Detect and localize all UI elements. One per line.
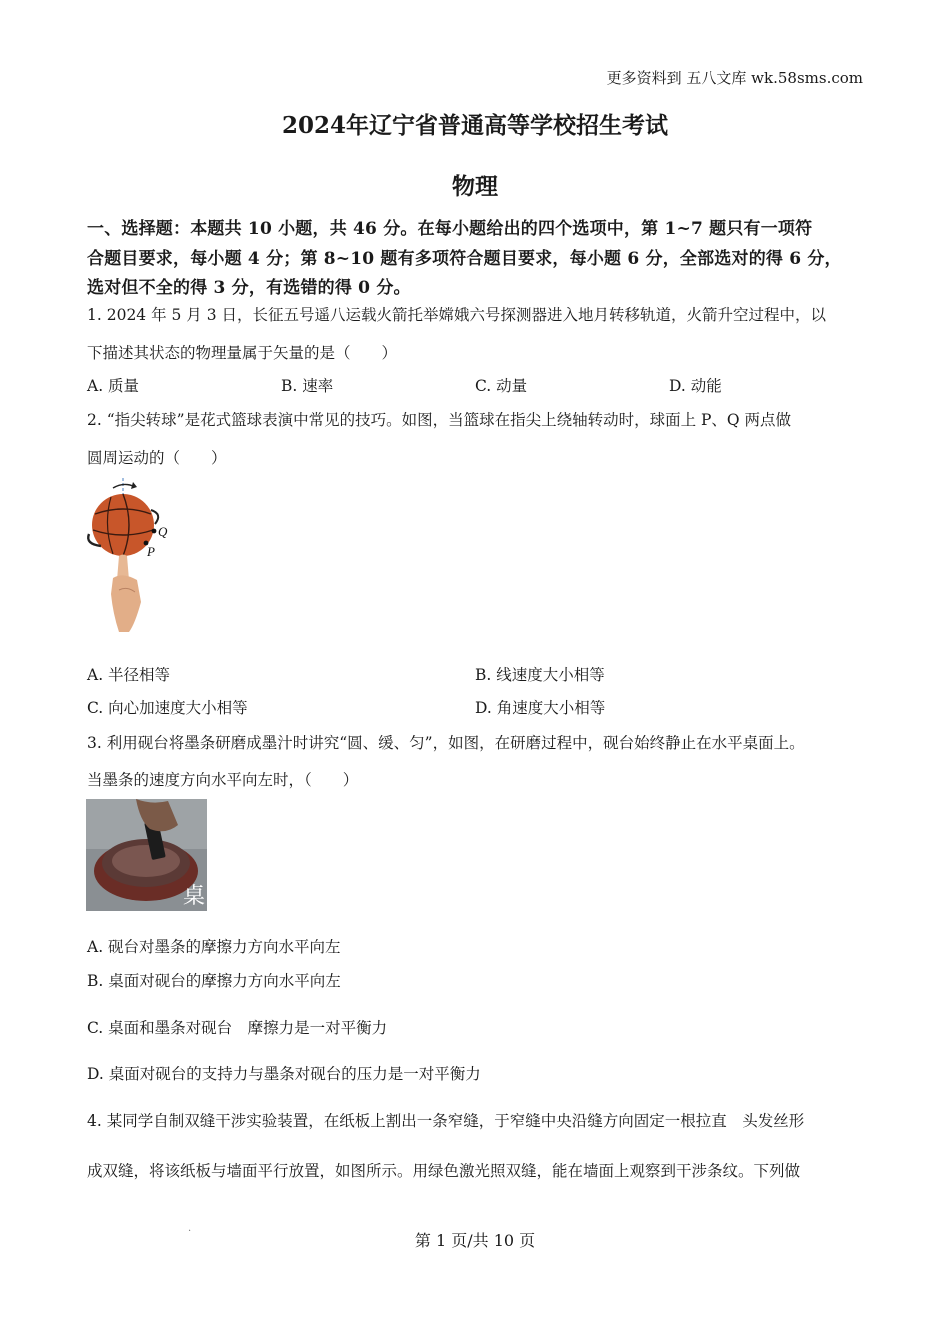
section-instructions-line3: 选对但不全的得 3 分，有选错的得 0 分。 — [87, 278, 411, 298]
question-1-line1: 1. 2024 年 5 月 3 日，长征五号遥八运载火箭托举嫦娥六号探测器进入地月转移轨道，火箭升空过程中，以 — [87, 306, 827, 324]
table-label: 桌 — [183, 884, 206, 909]
question-2-option-c: C. 向心加速度大小相等 — [87, 699, 248, 717]
basketball-shape — [92, 494, 154, 556]
question-1-option-d: D. 动能 — [669, 377, 722, 395]
spinning-basketball-figure — [83, 474, 173, 632]
question-4-line1: 4. 某同学自制双缝干涉实验装置，在纸板上割出一条窄缝，于窄缝中央沿缝方向固定一根拉直 头发丝形 — [87, 1112, 805, 1130]
question-3-option-a: A. 砚台对墨条的摩擦力方向水平向左 — [87, 938, 341, 956]
question-2-line1: 2. “指尖转球”是花式篮球表演中常见的技巧。如图，当篮球在指尖上绕轴转动时，球面上 P、Q 两点做 — [87, 411, 792, 429]
question-3-option-d: D. 桌面对砚台的支持力与墨条对砚台的压力是一对平衡力 — [87, 1065, 481, 1083]
question-2-line2: 圆周运动的（ ） — [87, 449, 227, 467]
footer-mark: . — [188, 1223, 192, 1234]
exam-title: 2024年辽宁省普通高等学校招生考试 — [281, 112, 668, 139]
inkstone-figure — [86, 799, 207, 911]
point-p-label: P — [147, 544, 155, 559]
question-4-line2: 成双缝，将该纸板与墙面平行放置，如图所示。用绿色激光照双缝，能在墙面上观察到干涉条纹。下列做 — [87, 1162, 801, 1180]
question-3-line2: 当墨条的速度方向水平向左时，（ ） — [87, 771, 359, 789]
question-1-option-c: C. 动量 — [475, 377, 528, 395]
question-2-option-b: B. 线速度大小相等 — [475, 666, 605, 684]
question-1-line2: 下描述其状态的物理量属于矢量的是（ ） — [87, 344, 398, 362]
question-3-line1: 3. 利用砚台将墨条研磨成墨汁时讲究“圆、缓、匀”，如图，在研磨过程中，砚台始终静止在水平桌面上。 — [87, 734, 805, 752]
subject-title: 物理 — [452, 173, 498, 200]
question-3-option-c: C. 桌面和墨条对砚台 摩擦力是一对平衡力 — [87, 1019, 388, 1037]
question-3-option-b: B. 桌面对砚台的摩擦力方向水平向左 — [87, 972, 341, 990]
source-note: 更多资料到 五八文库 wk.58sms.com — [606, 69, 863, 87]
page-number: 第 1 页/共 10 页 — [414, 1231, 536, 1250]
section-instructions-line1: 一、选择题：本题共 10 小题，共 46 分。在每小题给出的四个选项中，第 1~7 题只有一项符 — [87, 219, 813, 239]
question-2-option-d: D. 角速度大小相等 — [475, 699, 606, 717]
question-2-option-a: A. 半径相等 — [87, 666, 171, 684]
section-instructions-line2: 合题目要求，每小题 4 分；第 8~10 题有多项符合题目要求，每小题 6 分，全部选对的得 6 分， — [87, 249, 842, 269]
point-q-label: Q — [158, 524, 168, 539]
question-1-option-a: A. 质量 — [87, 377, 140, 395]
question-1-option-b: B. 速率 — [281, 377, 334, 395]
